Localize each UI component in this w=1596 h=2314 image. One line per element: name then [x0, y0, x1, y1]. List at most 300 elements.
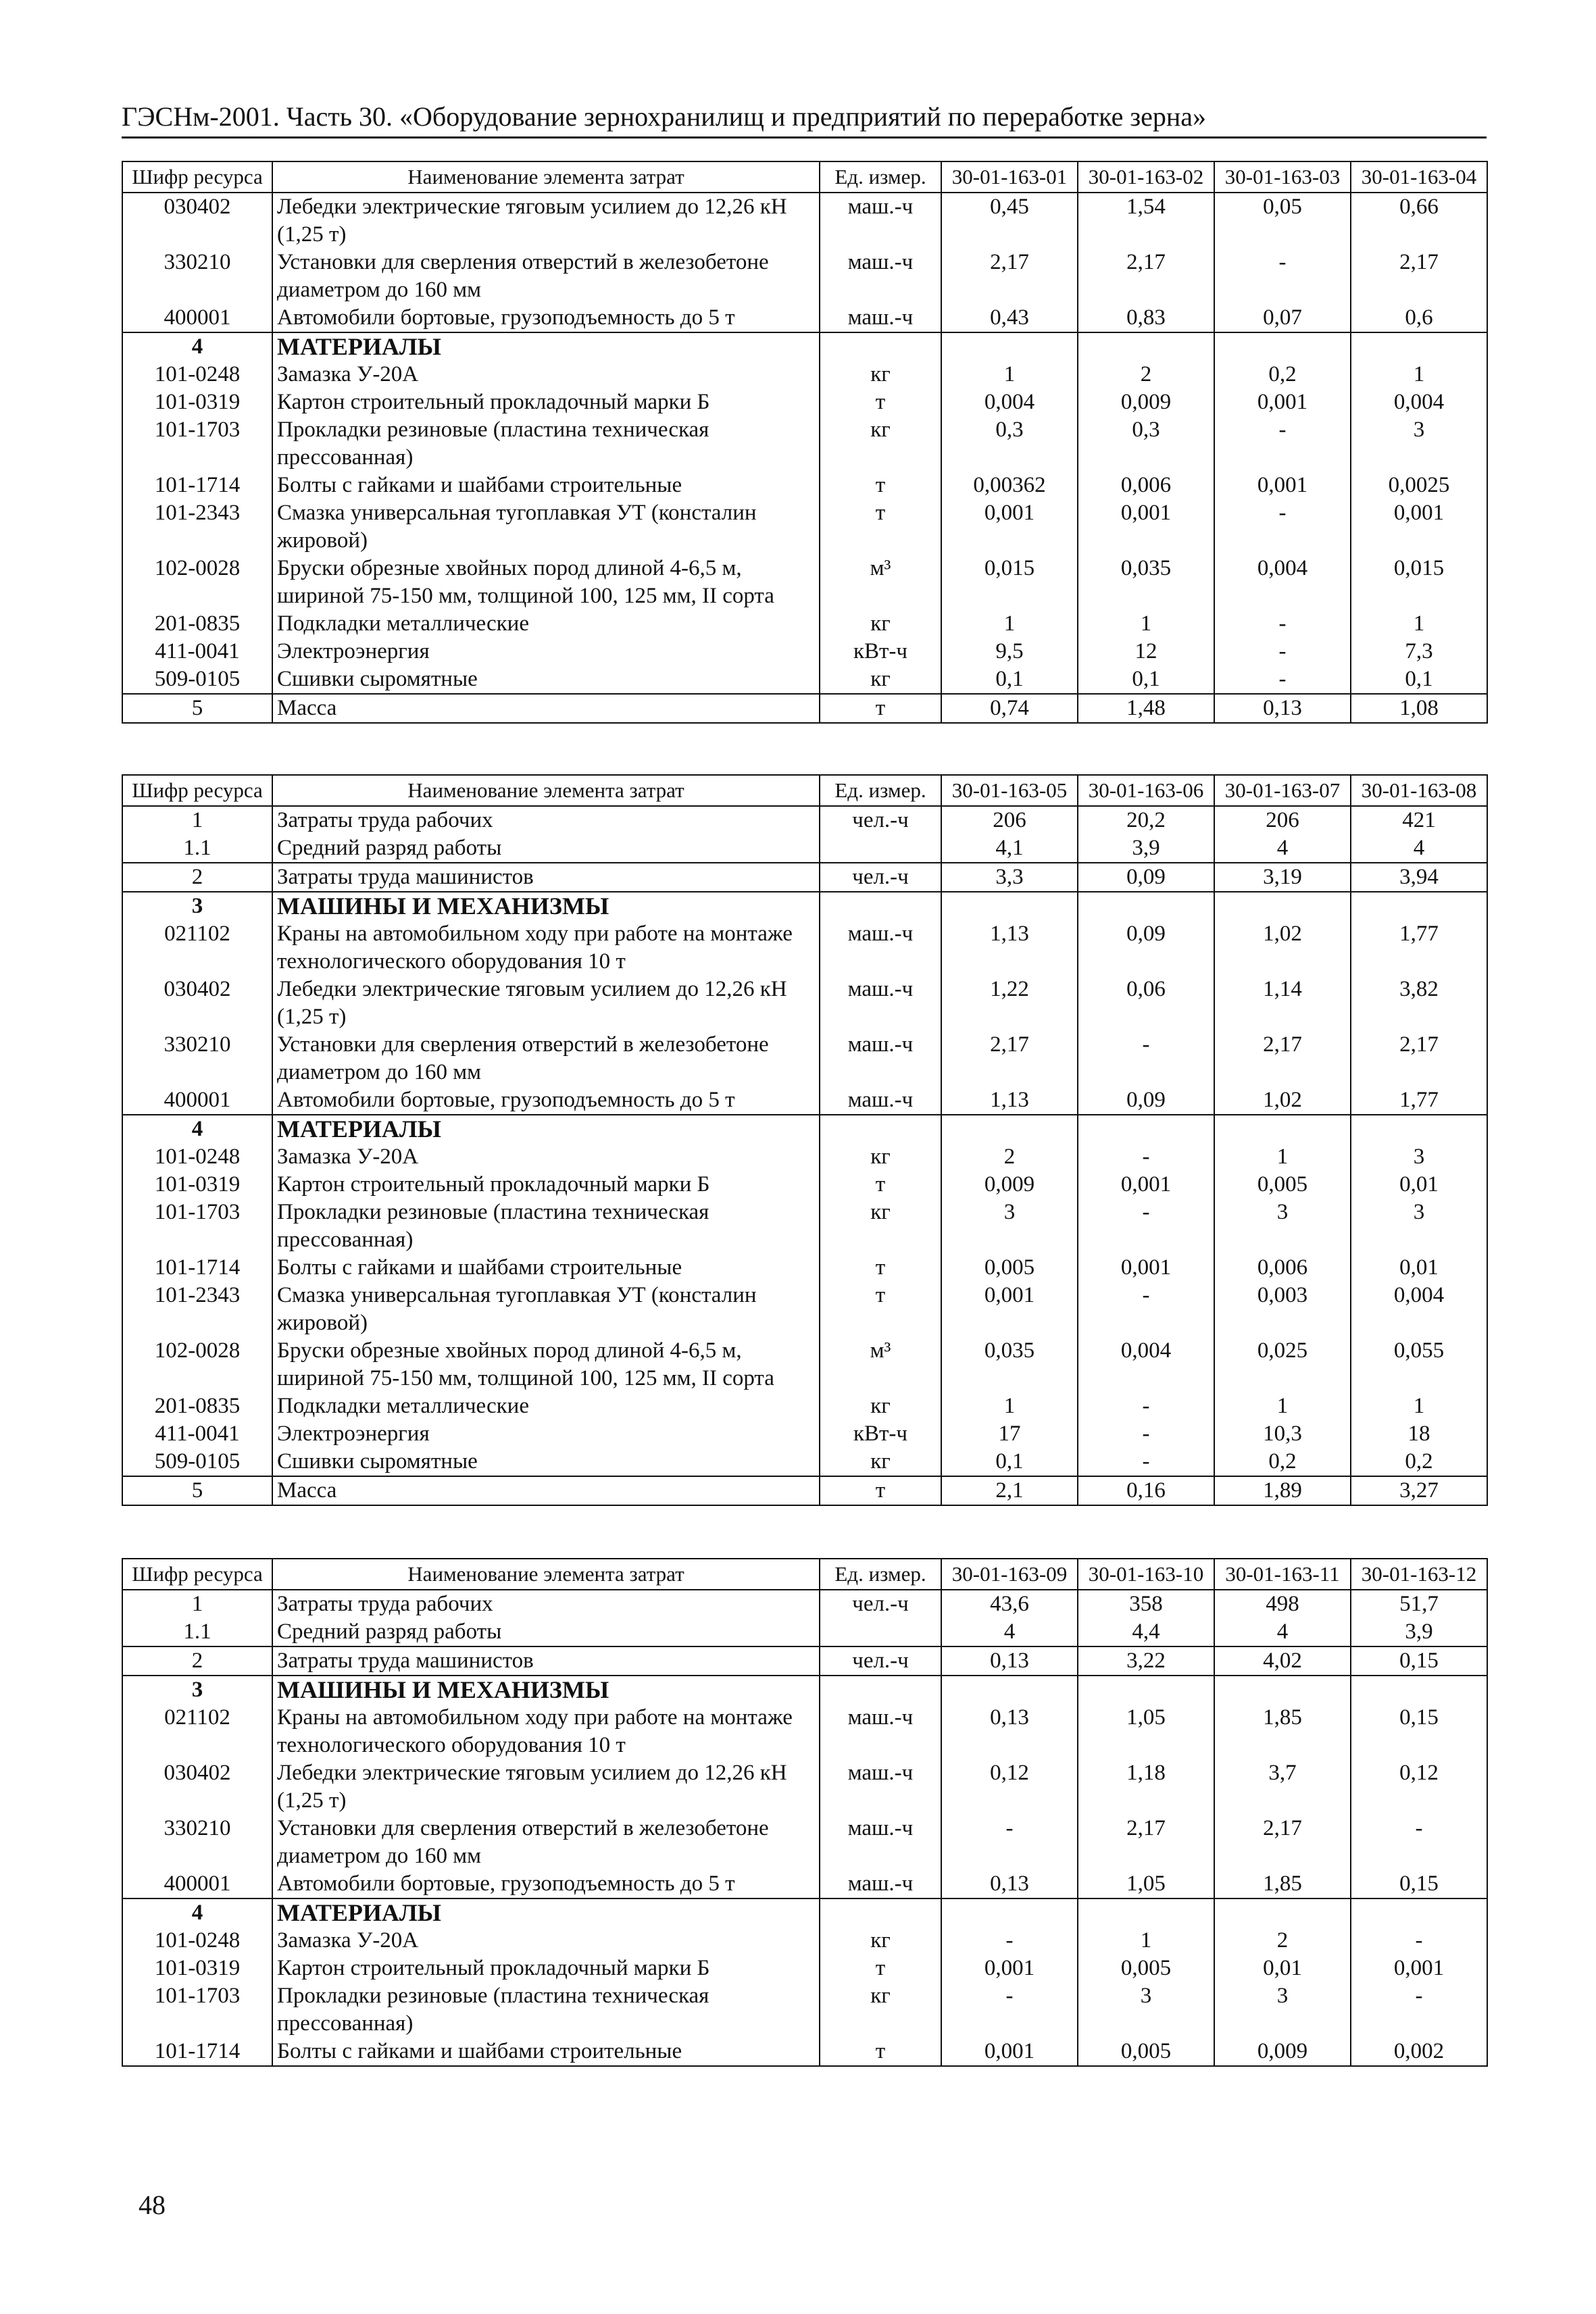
value-cell: 0,1 [1351, 665, 1487, 694]
value-cell: 4 [1351, 834, 1487, 863]
unit: кВт-ч [820, 638, 941, 665]
resource-name: Прокладки резиновые (пластина техническая прессованная) [272, 416, 820, 472]
value-cell: 0,6 [1351, 304, 1487, 332]
table-row [122, 1704, 1487, 1759]
value-cell: 0,003 [1214, 1282, 1351, 1337]
resource-name: Средний разряд работы [272, 1618, 820, 1646]
value-cell: 0,005 [1078, 2038, 1214, 2066]
value-cell [1351, 332, 1487, 361]
value-cell: 1 [941, 610, 1078, 638]
value-cell: 0,3 [941, 416, 1078, 472]
resource-name: Масса [272, 1476, 820, 1505]
value-cell: 2 [1078, 361, 1214, 388]
resource-code: 201-0835 [122, 610, 272, 638]
value-cell: 7,3 [1351, 638, 1487, 665]
resource-code: 030402 [122, 1759, 272, 1815]
resource-code: 400001 [122, 1086, 272, 1115]
value-cell: 0,009 [941, 1171, 1078, 1199]
value-cell: 12 [1078, 638, 1214, 665]
resource-name: Подкладки металлические [272, 1392, 820, 1420]
value-cell: 1,48 [1078, 694, 1214, 723]
table-header-row [122, 161, 1487, 193]
value-cell: 0,2 [1351, 1448, 1487, 1476]
resource-name: Затраты труда машинистов [272, 863, 820, 892]
resource-code: 2 [122, 863, 272, 892]
unit: маш.-ч [820, 1704, 941, 1759]
header-unit: Ед. измер. [820, 161, 941, 193]
value-cell: 0,001 [1078, 499, 1214, 555]
value-cell: 0,1 [941, 665, 1078, 694]
value-cell: 1,77 [1351, 920, 1487, 976]
value-cell: 3 [1351, 416, 1487, 472]
table-row [122, 1143, 1487, 1171]
header-unit: Ед. измер. [820, 1559, 941, 1590]
resource-name: Смазка универсальная тугоплавкая УТ (консталин жировой) [272, 499, 820, 555]
table-row [122, 834, 1487, 863]
value-cell: 1,05 [1078, 1704, 1214, 1759]
resource-name: Автомобили бортовые, грузоподъемность до 5 т [272, 1086, 820, 1115]
value-cell: 3 [1214, 1199, 1351, 1254]
unit: кг [820, 665, 941, 694]
value-cell: 18 [1351, 1420, 1487, 1448]
value-cell [1351, 1676, 1487, 1704]
table-row [122, 1031, 1487, 1086]
resource-code: 101-1714 [122, 2038, 272, 2066]
unit: т [820, 1282, 941, 1337]
value-cell: - [1214, 610, 1351, 638]
resource-name: Масса [272, 694, 820, 723]
header-norm-code: 30-01-163-12 [1351, 1559, 1487, 1590]
value-cell: 0,001 [941, 2038, 1078, 2066]
value-cell: 0,001 [941, 499, 1078, 555]
table-row [122, 388, 1487, 416]
value-cell [1214, 1115, 1351, 1143]
resource-code: 400001 [122, 1870, 272, 1898]
unit: маш.-ч [820, 1870, 941, 1898]
header-norm-code: 30-01-163-11 [1214, 1559, 1351, 1590]
value-cell [1078, 1898, 1214, 1927]
value-cell [941, 892, 1078, 920]
value-cell: - [1214, 416, 1351, 472]
value-cell: 3 [1214, 1982, 1351, 2038]
header-norm-code: 30-01-163-09 [941, 1559, 1078, 1590]
section-row [122, 332, 1487, 361]
value-cell: 0,006 [1214, 1254, 1351, 1282]
resource-code: 101-0248 [122, 361, 272, 388]
table-row [122, 1337, 1487, 1392]
value-cell: 0,2 [1214, 361, 1351, 388]
resource-code: 1.1 [122, 834, 272, 863]
value-cell: 0,005 [941, 1254, 1078, 1282]
resource-name: МАТЕРИАЛЫ [272, 1898, 820, 1927]
value-cell: - [1214, 665, 1351, 694]
value-cell: 0,00362 [941, 472, 1078, 499]
resource-code: 101-0248 [122, 1143, 272, 1171]
resource-name: Установки для сверления отверстий в железобетоне диаметром до 160 мм [272, 249, 820, 304]
unit: маш.-ч [820, 193, 941, 249]
value-cell: 0,06 [1078, 976, 1214, 1031]
value-cell: 1 [1214, 1143, 1351, 1171]
value-cell: 0,13 [941, 1646, 1078, 1676]
unit: кг [820, 610, 941, 638]
resource-name: Бруски обрезные хвойных пород длиной 4-6,5 м, шириной 75-150 мм, толщиной 100, 125 мм, II сорта [272, 555, 820, 610]
value-cell: 0,05 [1214, 193, 1351, 249]
value-cell: 3 [1078, 1982, 1214, 2038]
value-cell: 0,09 [1078, 920, 1214, 976]
value-cell: 1 [1078, 1927, 1214, 1955]
table-row [122, 1618, 1487, 1646]
unit: м³ [820, 1337, 941, 1392]
resource-name: Автомобили бортовые, грузоподъемность до 5 т [272, 1870, 820, 1898]
resource-code: 102-0028 [122, 1337, 272, 1392]
unit: т [820, 499, 941, 555]
resource-name: Болты с гайками и шайбами строительные [272, 472, 820, 499]
value-cell: 0,004 [1078, 1337, 1214, 1392]
unit [820, 1898, 941, 1927]
table-row [122, 1646, 1487, 1676]
value-cell: - [1078, 1199, 1214, 1254]
value-cell: 3,82 [1351, 976, 1487, 1031]
value-cell: - [1078, 1448, 1214, 1476]
value-cell [1351, 1115, 1487, 1143]
resource-code: 5 [122, 694, 272, 723]
unit: чел.-ч [820, 1590, 941, 1618]
resource-name: Прокладки резиновые (пластина техническая прессованная) [272, 1982, 820, 2038]
table-header-row [122, 775, 1487, 806]
table-row [122, 1086, 1487, 1115]
value-cell: 1 [941, 1392, 1078, 1420]
resource-code: 030402 [122, 976, 272, 1031]
resource-code: 509-0105 [122, 665, 272, 694]
value-cell: - [941, 1982, 1078, 2038]
table-row [122, 499, 1487, 555]
value-cell: 1 [1214, 1392, 1351, 1420]
header-norm-code: 30-01-163-07 [1214, 775, 1351, 806]
value-cell: - [1078, 1031, 1214, 1086]
value-cell: 2,17 [941, 1031, 1078, 1086]
value-cell: 2,17 [941, 249, 1078, 304]
table-row [122, 472, 1487, 499]
value-cell: 2,17 [1078, 1815, 1214, 1870]
value-cell [941, 332, 1078, 361]
value-cell: 0,001 [1214, 388, 1351, 416]
value-cell: 206 [941, 806, 1078, 834]
value-cell [1078, 892, 1214, 920]
value-cell: 1,13 [941, 920, 1078, 976]
resource-code: 021102 [122, 1704, 272, 1759]
resource-code: 101-1703 [122, 416, 272, 472]
page-header: ГЭСНм-2001. Часть 30. «Оборудование зернохранилищ и предприятий по переработке зерна» [122, 100, 1487, 139]
table-row [122, 665, 1487, 694]
section-row [122, 1676, 1487, 1704]
table-row [122, 1171, 1487, 1199]
resource-code: 201-0835 [122, 1392, 272, 1420]
value-cell: 3,19 [1214, 863, 1351, 892]
table-row [122, 610, 1487, 638]
value-cell: 0,12 [1351, 1759, 1487, 1815]
table-row [122, 1476, 1487, 1505]
table-row [122, 1199, 1487, 1254]
value-cell: 0,09 [1078, 863, 1214, 892]
table-row [122, 1448, 1487, 1476]
resource-name: Краны на автомобильном ходу при работе на монтаже технологического оборудования 10 т [272, 920, 820, 976]
resource-name: Болты с гайками и шайбами строительные [272, 1254, 820, 1282]
unit: маш.-ч [820, 976, 941, 1031]
resource-code: 101-0319 [122, 1171, 272, 1199]
table-row [122, 361, 1487, 388]
value-cell: 3,7 [1214, 1759, 1351, 1815]
value-cell: - [1078, 1282, 1214, 1337]
unit: маш.-ч [820, 1815, 941, 1870]
value-cell: 4,4 [1078, 1618, 1214, 1646]
table-row [122, 2038, 1487, 2066]
value-cell: 2,17 [1351, 249, 1487, 304]
value-cell: 1,85 [1214, 1870, 1351, 1898]
resource-code: 4 [122, 1115, 272, 1143]
resource-name: МАТЕРИАЛЫ [272, 332, 820, 361]
value-cell: 1,85 [1214, 1704, 1351, 1759]
value-cell: 0,001 [1351, 499, 1487, 555]
unit: маш.-ч [820, 249, 941, 304]
value-cell: - [1078, 1420, 1214, 1448]
resource-name: Подкладки металлические [272, 610, 820, 638]
table-row [122, 1927, 1487, 1955]
value-cell: 20,2 [1078, 806, 1214, 834]
cost-table-2 [122, 774, 1488, 1506]
resource-name: Сшивки сыромятные [272, 665, 820, 694]
value-cell: 1 [1351, 361, 1487, 388]
value-cell: 0,009 [1214, 2038, 1351, 2066]
value-cell [1078, 1115, 1214, 1143]
value-cell: 4 [1214, 834, 1351, 863]
value-cell: - [1351, 1815, 1487, 1870]
value-cell: 3,27 [1351, 1476, 1487, 1505]
resource-code: 101-1703 [122, 1199, 272, 1254]
value-cell: 0,3 [1078, 416, 1214, 472]
resource-code: 101-1703 [122, 1982, 272, 2038]
table-row [122, 1870, 1487, 1898]
value-cell: 0,025 [1214, 1337, 1351, 1392]
value-cell: 1,89 [1214, 1476, 1351, 1505]
value-cell [941, 1115, 1078, 1143]
value-cell: 0,01 [1351, 1171, 1487, 1199]
resource-name: Картон строительный прокладочный марки Б [272, 1171, 820, 1199]
resource-code: 101-0319 [122, 1955, 272, 1982]
value-cell [1214, 1898, 1351, 1927]
value-cell [1214, 332, 1351, 361]
unit: т [820, 472, 941, 499]
value-cell: - [1351, 1927, 1487, 1955]
resource-code: 4 [122, 332, 272, 361]
unit: кг [820, 361, 941, 388]
header-name: Наименование элемента затрат [272, 775, 820, 806]
header-norm-code: 30-01-163-04 [1351, 161, 1487, 193]
resource-code: 1 [122, 1590, 272, 1618]
value-cell: 0,74 [941, 694, 1078, 723]
value-cell: 498 [1214, 1590, 1351, 1618]
value-cell: - [1214, 638, 1351, 665]
value-cell: 0,43 [941, 304, 1078, 332]
value-cell: 2,1 [941, 1476, 1078, 1505]
resource-name: Сшивки сыромятные [272, 1448, 820, 1476]
table-row [122, 1759, 1487, 1815]
resource-code: 5 [122, 1476, 272, 1505]
value-cell [1214, 1676, 1351, 1704]
value-cell [1078, 1676, 1214, 1704]
value-cell: 1 [941, 361, 1078, 388]
value-cell: 1 [1351, 1392, 1487, 1420]
value-cell: - [941, 1815, 1078, 1870]
value-cell: 1,77 [1351, 1086, 1487, 1115]
unit: маш.-ч [820, 1759, 941, 1815]
resource-code: 2 [122, 1646, 272, 1676]
unit: т [820, 694, 941, 723]
value-cell: 0,13 [941, 1704, 1078, 1759]
header-name: Наименование элемента затрат [272, 161, 820, 193]
unit [820, 1676, 941, 1704]
resource-code: 4 [122, 1898, 272, 1927]
resource-code: 3 [122, 892, 272, 920]
value-cell: - [1078, 1392, 1214, 1420]
table-row [122, 304, 1487, 332]
section-row [122, 892, 1487, 920]
value-cell: 3 [941, 1199, 1078, 1254]
value-cell: - [1214, 499, 1351, 555]
value-cell [1351, 892, 1487, 920]
value-cell: 0,001 [941, 1282, 1078, 1337]
value-cell [941, 1676, 1078, 1704]
value-cell: 4 [1214, 1618, 1351, 1646]
resource-code: 1.1 [122, 1618, 272, 1646]
unit: кВт-ч [820, 1420, 941, 1448]
header-name: Наименование элемента затрат [272, 1559, 820, 1590]
unit: кг [820, 1982, 941, 2038]
value-cell: 0,12 [941, 1759, 1078, 1815]
value-cell: 0,004 [1351, 388, 1487, 416]
resource-code: 400001 [122, 304, 272, 332]
value-cell: 3,22 [1078, 1646, 1214, 1676]
table-row [122, 1392, 1487, 1420]
value-cell: 1,13 [941, 1086, 1078, 1115]
value-cell: 2 [941, 1143, 1078, 1171]
resource-name: Замазка У-20А [272, 1927, 820, 1955]
resource-code: 030402 [122, 193, 272, 249]
section-row [122, 1898, 1487, 1927]
resource-name: Установки для сверления отверстий в железобетоне диаметром до 160 мм [272, 1031, 820, 1086]
resource-name: Краны на автомобильном ходу при работе на монтаже технологического оборудования 10 т [272, 1704, 820, 1759]
value-cell: - [1078, 1143, 1214, 1171]
value-cell: 0,005 [1078, 1955, 1214, 1982]
value-cell: 4 [941, 1618, 1078, 1646]
unit: м³ [820, 555, 941, 610]
value-cell: 0,015 [1351, 555, 1487, 610]
resource-name: Установки для сверления отверстий в железобетоне диаметром до 160 мм [272, 1815, 820, 1870]
table-row [122, 249, 1487, 304]
header-norm-code: 30-01-163-01 [941, 161, 1078, 193]
value-cell: 0,1 [941, 1448, 1078, 1476]
unit: чел.-ч [820, 863, 941, 892]
cost-table-3 [122, 1558, 1488, 2067]
value-cell: 0,15 [1351, 1704, 1487, 1759]
table-row [122, 193, 1487, 249]
value-cell: 3,3 [941, 863, 1078, 892]
resource-code: 101-0248 [122, 1927, 272, 1955]
value-cell: 1 [1351, 610, 1487, 638]
resource-code: 509-0105 [122, 1448, 272, 1476]
resource-name: Лебедки электрические тяговым усилием до 12,26 кН (1,25 т) [272, 193, 820, 249]
unit: т [820, 1476, 941, 1505]
value-cell: 1,05 [1078, 1870, 1214, 1898]
value-cell: 0,055 [1351, 1337, 1487, 1392]
value-cell: 1,14 [1214, 976, 1351, 1031]
value-cell: 10,3 [1214, 1420, 1351, 1448]
resource-code: 411-0041 [122, 1420, 272, 1448]
unit [820, 1115, 941, 1143]
value-cell: 0,001 [941, 1955, 1078, 1982]
header-unit: Ед. измер. [820, 775, 941, 806]
value-cell: 206 [1214, 806, 1351, 834]
resource-code: 101-0319 [122, 388, 272, 416]
value-cell: 3,94 [1351, 863, 1487, 892]
resource-name: Электроэнергия [272, 1420, 820, 1448]
unit: маш.-ч [820, 1031, 941, 1086]
resource-name: МАШИНЫ И МЕХАНИЗМЫ [272, 892, 820, 920]
value-cell: 0,006 [1078, 472, 1214, 499]
value-cell: 1,02 [1214, 920, 1351, 976]
value-cell: 0,035 [1078, 555, 1214, 610]
header-norm-code: 30-01-163-02 [1078, 161, 1214, 193]
unit: кг [820, 1143, 941, 1171]
value-cell: 0,07 [1214, 304, 1351, 332]
value-cell: 2 [1214, 1927, 1351, 1955]
value-cell: 0,01 [1214, 1955, 1351, 1982]
unit [820, 332, 941, 361]
table-row [122, 1420, 1487, 1448]
header-code: Шифр ресурса [122, 775, 272, 806]
resource-code: 411-0041 [122, 638, 272, 665]
unit: маш.-ч [820, 1086, 941, 1115]
value-cell: 0,004 [1214, 555, 1351, 610]
header-norm-code: 30-01-163-05 [941, 775, 1078, 806]
value-cell: - [1351, 1982, 1487, 2038]
value-cell: 358 [1078, 1590, 1214, 1618]
unit: кг [820, 1448, 941, 1476]
value-cell: 0,035 [941, 1337, 1078, 1392]
value-cell [1214, 892, 1351, 920]
resource-code: 101-1714 [122, 1254, 272, 1282]
unit: т [820, 388, 941, 416]
value-cell: 0,001 [1351, 1955, 1487, 1982]
value-cell: 1,08 [1351, 694, 1487, 723]
resource-name: Электроэнергия [272, 638, 820, 665]
header-norm-code: 30-01-163-03 [1214, 161, 1351, 193]
resource-name: Затраты труда машинистов [272, 1646, 820, 1676]
resource-name: Автомобили бортовые, грузоподъемность до 5 т [272, 304, 820, 332]
value-cell: 0,15 [1351, 1646, 1487, 1676]
table-row [122, 920, 1487, 976]
table-row [122, 416, 1487, 472]
unit [820, 834, 941, 863]
resource-name: Картон строительный прокладочный марки Б [272, 388, 820, 416]
unit: чел.-ч [820, 806, 941, 834]
value-cell: 0,005 [1214, 1171, 1351, 1199]
unit: кг [820, 1199, 941, 1254]
resource-name: Картон строительный прокладочный марки Б [272, 1955, 820, 1982]
resource-name: Болты с гайками и шайбами строительные [272, 2038, 820, 2066]
value-cell: 1,54 [1078, 193, 1214, 249]
value-cell: 1 [1078, 610, 1214, 638]
cost-table-1 [122, 161, 1488, 724]
